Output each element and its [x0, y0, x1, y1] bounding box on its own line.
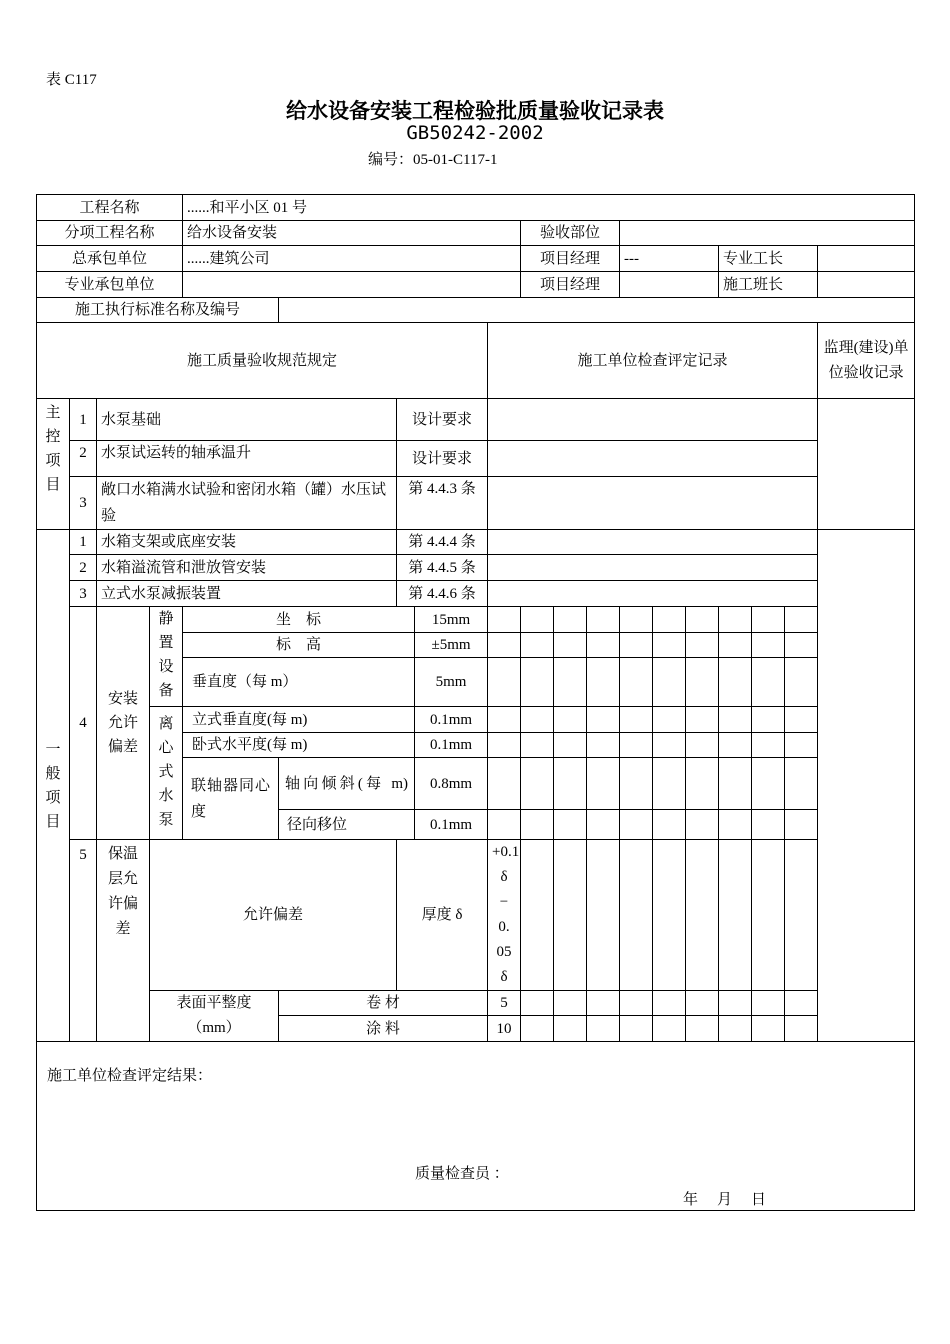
measure-cell[interactable]	[686, 758, 719, 810]
date-label: 年 月 日	[683, 1192, 769, 1208]
measure-cell[interactable]	[521, 991, 554, 1016]
measure-cell[interactable]	[653, 840, 686, 991]
thickness-label: 厚度 δ	[397, 840, 488, 991]
measure-cell[interactable]	[686, 607, 719, 633]
main-item-2-req: 设计要求	[397, 441, 488, 477]
measure-cell[interactable]	[752, 707, 785, 733]
measure-cell[interactable]	[653, 633, 686, 658]
serial-number	[368, 148, 497, 169]
inspection-result-label: 施工单位检查评定结果：	[47, 1068, 213, 1084]
measure-cell[interactable]	[521, 733, 554, 758]
main-item-1-text: 水泵基础	[97, 399, 397, 441]
measure-cell[interactable]	[488, 633, 521, 658]
measure-cell[interactable]	[719, 658, 752, 707]
measure-cell[interactable]	[686, 1016, 719, 1042]
project-manager-2-value[interactable]	[620, 272, 719, 298]
elevation-tolerance: ±5mm	[415, 633, 488, 658]
measure-cell[interactable]	[686, 658, 719, 707]
measure-cell[interactable]	[554, 607, 587, 633]
main-item-1-no: 1	[70, 399, 97, 441]
general-item-3-req: 第 4.4.6 条	[397, 581, 488, 607]
team-leader-value[interactable]	[818, 272, 915, 298]
construction-standard-label: 施工执行标准名称及编号	[37, 298, 279, 323]
centrifugal-pump-label: 离心式水泵	[150, 707, 183, 840]
measure-cell[interactable]	[620, 810, 653, 840]
measure-cell[interactable]	[488, 707, 521, 733]
project-manager-value[interactable]: ---	[620, 246, 719, 272]
main-item-1-record[interactable]	[488, 399, 818, 441]
measure-cell[interactable]	[620, 991, 653, 1016]
general-contractor-value[interactable]: ......建筑公司	[183, 246, 521, 272]
measure-cell[interactable]	[620, 658, 653, 707]
measure-cell[interactable]	[521, 1016, 554, 1042]
horizontal-pump-tolerance: 0.1mm	[415, 733, 488, 758]
measure-cell[interactable]	[521, 607, 554, 633]
measure-cell[interactable]	[752, 810, 785, 840]
general-item-1-record[interactable]	[488, 530, 818, 555]
roll-material-label: 卷 材	[279, 991, 488, 1016]
measure-cell[interactable]	[719, 707, 752, 733]
measure-cell[interactable]	[620, 607, 653, 633]
measure-cell[interactable]	[554, 810, 587, 840]
general-item-2-req: 第 4.4.5 条	[397, 555, 488, 581]
measure-cell[interactable]	[752, 991, 785, 1016]
measure-cell[interactable]	[587, 707, 620, 733]
main-items-label: 主控项目	[37, 399, 70, 530]
thickness-tolerance-dash: −	[499, 894, 509, 910]
specialty-contractor-value[interactable]	[183, 272, 521, 298]
measure-cell[interactable]	[620, 707, 653, 733]
specialty-contractor-label: 专业承包单位	[37, 272, 183, 298]
measure-cell[interactable]	[554, 707, 587, 733]
verticality-label: 垂直度（每 m）	[183, 658, 415, 707]
measure-cell[interactable]	[653, 810, 686, 840]
insulation-tolerance-label: 保温层允许偏差	[97, 840, 150, 1042]
supervision-header: 监理(建设)单位验收记录	[818, 323, 915, 399]
acceptance-part-label: 验收部位	[521, 221, 620, 246]
main-item-3-no: 3	[70, 477, 97, 530]
construction-standard-value[interactable]	[279, 298, 915, 323]
measure-cell[interactable]	[587, 840, 620, 991]
measure-cell[interactable]	[785, 758, 818, 810]
measure-cell[interactable]	[587, 758, 620, 810]
team-leader-label: 施工班长	[719, 272, 818, 298]
general-item-1-no: 1	[70, 530, 97, 555]
general-item-4-no: 4	[70, 607, 97, 840]
measure-cell[interactable]	[686, 840, 719, 991]
paint-label: 涂 料	[279, 1016, 488, 1042]
measure-cell[interactable]	[653, 607, 686, 633]
serial-label: 编号：	[368, 152, 414, 168]
measure-cell[interactable]	[521, 633, 554, 658]
measure-cell[interactable]	[620, 1016, 653, 1042]
install-tolerance-label: 安装允许偏差	[97, 607, 150, 840]
measure-cell[interactable]	[554, 658, 587, 707]
project-manager-2-label: 项目经理	[521, 272, 620, 298]
axial-tilt-tolerance: 0.8mm	[415, 758, 488, 810]
measure-cell[interactable]	[587, 733, 620, 758]
general-item-1-req: 第 4.4.4 条	[397, 530, 488, 555]
measure-cell[interactable]	[719, 991, 752, 1016]
measure-cell[interactable]	[785, 707, 818, 733]
measure-cell[interactable]	[686, 707, 719, 733]
measure-cell[interactable]	[521, 840, 554, 991]
measure-cell[interactable]	[620, 840, 653, 991]
measure-cell[interactable]	[686, 633, 719, 658]
measure-cell[interactable]	[686, 810, 719, 840]
main-item-3-text: 敞口水箱满水试验和密闭水箱（罐）水压试验	[97, 477, 397, 530]
measure-cell[interactable]	[653, 707, 686, 733]
measure-cell[interactable]	[554, 991, 587, 1016]
measure-cell[interactable]	[719, 1016, 752, 1042]
measure-cell[interactable]	[554, 633, 587, 658]
general-items-label: 一般项目	[37, 530, 70, 1042]
general-item-1-text: 水箱支架或底座安装	[97, 530, 397, 555]
measure-cell[interactable]	[752, 607, 785, 633]
measure-cell[interactable]	[620, 633, 653, 658]
measure-cell[interactable]	[488, 658, 521, 707]
measure-cell[interactable]	[785, 658, 818, 707]
measure-cell[interactable]	[719, 633, 752, 658]
measure-cell[interactable]	[521, 810, 554, 840]
measure-cell[interactable]	[653, 758, 686, 810]
measure-cell[interactable]	[686, 733, 719, 758]
measure-cell[interactable]	[752, 658, 785, 707]
measure-cell[interactable]	[488, 758, 521, 810]
measure-cell[interactable]	[719, 840, 752, 991]
measure-cell[interactable]	[653, 991, 686, 1016]
inspection-result-section[interactable]	[37, 1042, 915, 1211]
elevation-label: 标 高	[183, 633, 415, 658]
measure-cell[interactable]	[587, 810, 620, 840]
measure-cell[interactable]	[785, 1016, 818, 1042]
serial-value: 05-01-C117-1	[413, 152, 498, 168]
measure-cell[interactable]	[752, 1016, 785, 1042]
measure-cell[interactable]	[488, 607, 521, 633]
measure-cell[interactable]	[719, 607, 752, 633]
measure-cell[interactable]	[587, 658, 620, 707]
general-item-3-text: 立式水泵减振装置	[97, 581, 397, 607]
sub-project-label: 分项工程名称	[37, 221, 183, 246]
measure-cell[interactable]	[785, 607, 818, 633]
measure-cell[interactable]	[620, 733, 653, 758]
form-code: 表 C117	[46, 72, 97, 88]
main-item-2-no: 2	[70, 441, 97, 477]
measure-cell[interactable]	[653, 1016, 686, 1042]
measure-cell[interactable]	[785, 810, 818, 840]
measure-cell[interactable]	[752, 733, 785, 758]
project-manager-label: 项目经理	[521, 246, 620, 272]
measure-cell[interactable]	[554, 1016, 587, 1042]
general-item-3-record[interactable]	[488, 581, 818, 607]
measure-cell[interactable]	[488, 733, 521, 758]
main-item-2-text: 水泵试运转的轴承温升	[97, 441, 397, 477]
measure-cell[interactable]	[719, 733, 752, 758]
measure-cell[interactable]	[719, 758, 752, 810]
general-item-2-text: 水箱溢流管和泄放管安装	[97, 555, 397, 581]
foreman-label: 专业工长	[719, 246, 818, 272]
general-item-2-record[interactable]	[488, 555, 818, 581]
measure-cell[interactable]	[752, 758, 785, 810]
measure-cell[interactable]	[785, 991, 818, 1016]
static-equipment-label: 静置设备	[150, 607, 183, 707]
standard-code: GB50242-2002	[406, 122, 544, 144]
main-items-supervision[interactable]	[818, 399, 915, 530]
measure-cell[interactable]	[653, 733, 686, 758]
spec-header: 施工质量验收规范规定	[37, 323, 488, 399]
measure-cell[interactable]	[587, 991, 620, 1016]
main-item-3-record[interactable]	[488, 477, 818, 530]
measure-cell[interactable]	[752, 633, 785, 658]
roll-material-tolerance: 5	[488, 991, 521, 1016]
axial-tilt-label: 轴向倾斜(每 m)	[279, 758, 415, 810]
measure-cell[interactable]	[785, 840, 818, 991]
measure-cell[interactable]	[785, 633, 818, 658]
vertical-pump-tolerance: 0.1mm	[415, 707, 488, 733]
measure-cell[interactable]	[521, 707, 554, 733]
measure-cell[interactable]	[719, 810, 752, 840]
measure-cell[interactable]	[620, 758, 653, 810]
quality-inspector-label: 质量检查员 ：	[415, 1166, 509, 1182]
radial-shift-label: 径向移位	[279, 810, 415, 840]
page-title: 给水设备安装工程检验批质量验收记录表	[286, 99, 664, 123]
sub-project-value[interactable]: 给水设备安装	[183, 221, 521, 246]
measure-cell[interactable]	[785, 733, 818, 758]
radial-shift-tolerance: 0.1mm	[415, 810, 488, 840]
main-item-2-record[interactable]	[488, 441, 818, 477]
measure-cell[interactable]	[587, 607, 620, 633]
foreman-value[interactable]	[818, 246, 915, 272]
record-header: 施工单位检查评定记录	[488, 323, 818, 399]
measure-cell[interactable]	[521, 758, 554, 810]
measure-cell[interactable]	[752, 840, 785, 991]
main-item-3-req: 第 4.4.3 条	[397, 477, 488, 530]
measure-cell[interactable]	[554, 758, 587, 810]
vertical-pump-label: 立式垂直度(每 m)	[183, 707, 415, 733]
acceptance-part-value[interactable]	[620, 221, 915, 246]
project-name-label: 工程名称	[37, 195, 183, 221]
tolerance-label: 允许偏差	[150, 840, 397, 991]
thickness-tolerance-upper: +0.1 δ	[492, 844, 520, 885]
coupling-concentricity-label: 联轴器同心度	[183, 758, 279, 840]
thickness-tolerance	[488, 840, 521, 991]
coordinate-label: 坐 标	[183, 607, 415, 633]
measure-cell[interactable]	[554, 733, 587, 758]
thickness-tolerance-lower: 0. 05 δ	[496, 919, 512, 985]
general-item-3-no: 3	[70, 581, 97, 607]
project-name-value[interactable]: ......和平小区 01 号	[183, 195, 915, 221]
measure-cell[interactable]	[653, 658, 686, 707]
measure-cell[interactable]	[521, 658, 554, 707]
measure-cell[interactable]	[587, 1016, 620, 1042]
measure-cell[interactable]	[686, 991, 719, 1016]
general-items-supervision[interactable]	[818, 530, 915, 1042]
inspection-record-table	[36, 194, 915, 1211]
main-item-1-req: 设计要求	[397, 399, 488, 441]
general-contractor-label: 总承包单位	[37, 246, 183, 272]
general-item-5-no: 5	[70, 840, 97, 1042]
general-item-2-no: 2	[70, 555, 97, 581]
paint-tolerance: 10	[488, 1016, 521, 1042]
surface-flatness-label: 表面平整度（mm）	[150, 991, 279, 1042]
horizontal-pump-label: 卧式水平度(每 m)	[183, 733, 415, 758]
verticality-tolerance: 5mm	[415, 658, 488, 707]
measure-cell[interactable]	[488, 810, 521, 840]
measure-cell[interactable]	[587, 633, 620, 658]
coordinate-tolerance: 15mm	[415, 607, 488, 633]
measure-cell[interactable]	[554, 840, 587, 991]
